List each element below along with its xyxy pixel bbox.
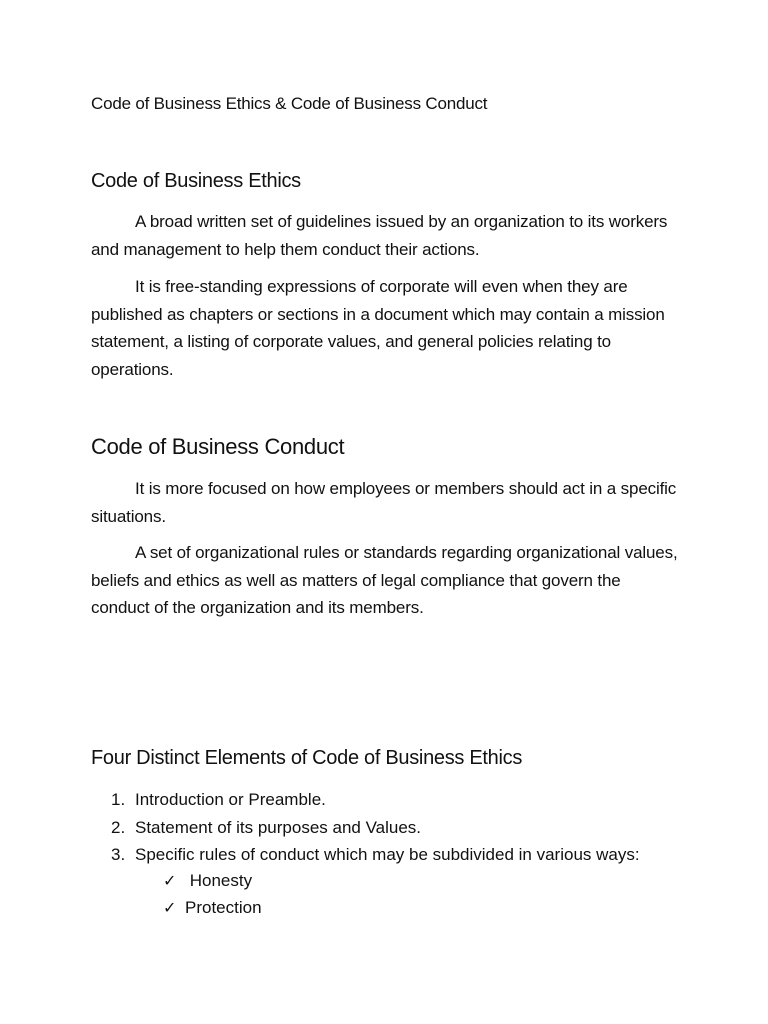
paragraph: A set of organizational rules or standards regarding organizational values, beliefs and ethics as well as matters of legal compliance that govern the conduct of the organization and its members. — [91, 543, 678, 617]
paragraph: It is free-standing expressions of corporate will even when they are published as chapters or sections in a document which may contain a mission statement, a listing of corporate values, and general policies relating to operations. — [91, 277, 665, 379]
document-title: Code of Business Ethics & Code of Business Conduct — [91, 94, 488, 113]
list-number: 2. — [111, 817, 126, 837]
list-item-text: Specific rules of conduct which may be subdivided in various ways: — [135, 845, 640, 864]
list-number: 1. — [111, 790, 126, 809]
sub-list-item — [163, 867, 262, 894]
list-item-text: Statement of its purposes and Values. — [135, 817, 422, 837]
elements-list — [91, 786, 640, 869]
list-item — [91, 786, 640, 814]
list-item — [91, 814, 640, 842]
paragraph: It is more focused on how employees or members should act in a specific situations. — [91, 479, 677, 526]
list-item — [91, 841, 640, 869]
section-heading-elements: Four Distinct Elements of Code of Business Ethics — [91, 747, 523, 769]
paragraph: A broad written set of guidelines issued by an organization to its workers and management to help them conduct their actions. — [91, 212, 668, 259]
section-heading-ethics: Code of Business Ethics — [91, 170, 301, 192]
list-item-text: Introduction or Preamble. — [135, 790, 326, 809]
list-number: 3. — [111, 845, 126, 864]
sub-list-item-text: Honesty — [185, 871, 253, 890]
section-heading-conduct: Code of Business Conduct — [91, 434, 345, 459]
checkmark-icon: ✓ — [163, 900, 177, 917]
sub-list-item-text: Protection — [185, 898, 262, 917]
rules-sub-list — [163, 867, 262, 921]
sub-list-item — [163, 894, 262, 921]
checkmark-icon: ✓ — [163, 873, 177, 890]
